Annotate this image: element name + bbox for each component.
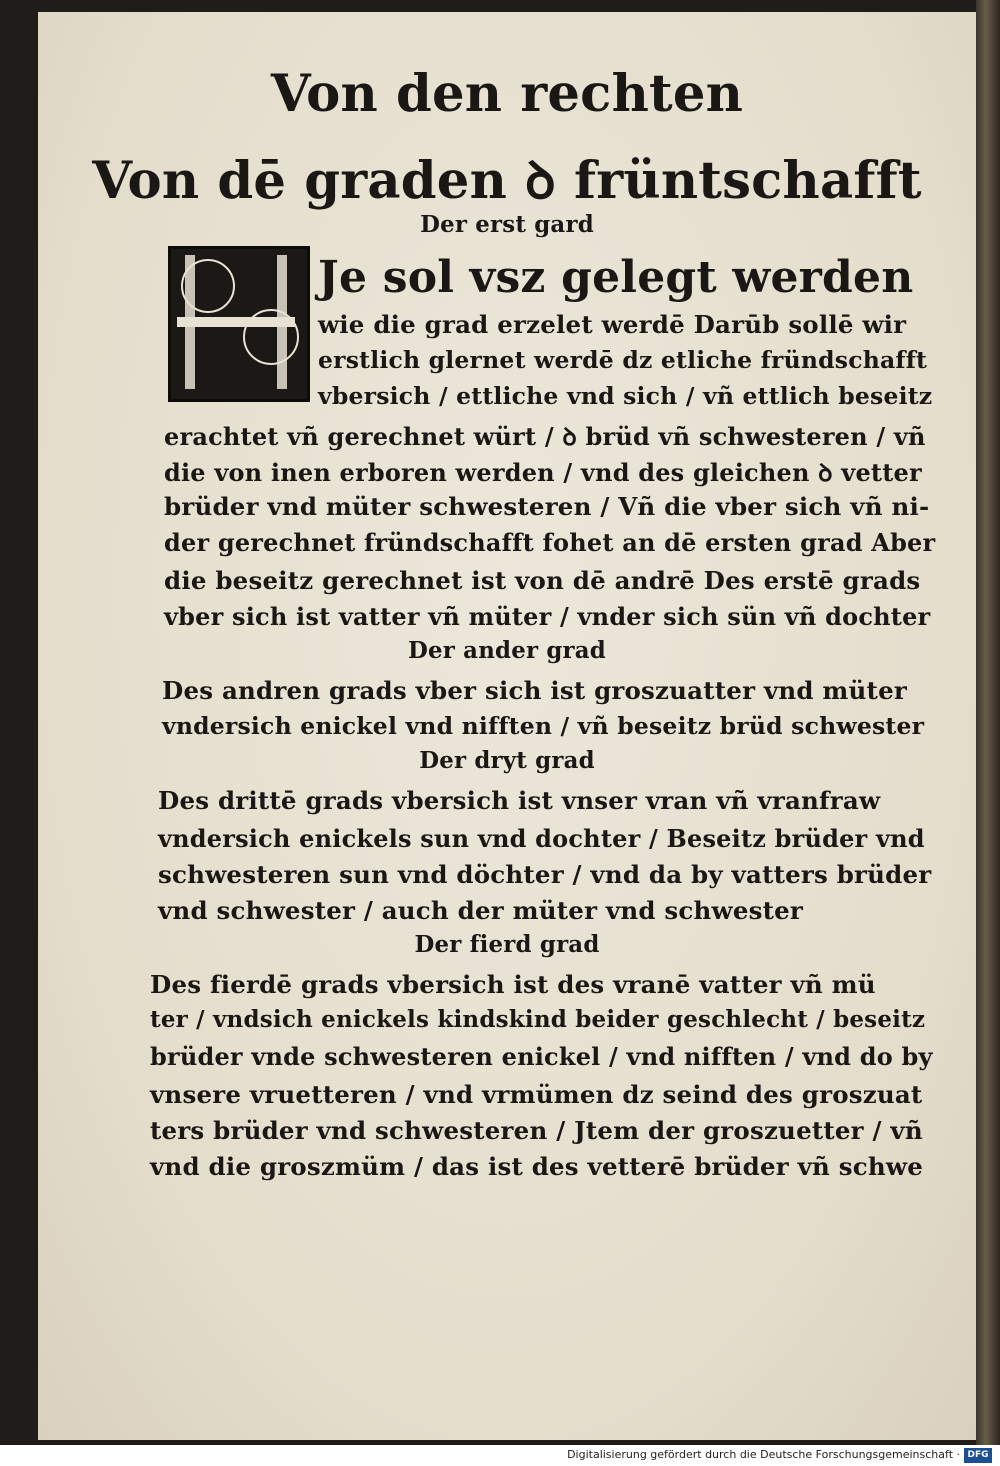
para1-line-8: der gerechnet fründschafft fohet an dē ersten grad Aber bbox=[164, 528, 936, 557]
para3-line-4: vnd schwester / auch der müter vnd schwester bbox=[158, 896, 804, 925]
para1-line-10: vber sich ist vatter vñ müter / vnder sich sün vñ dochter bbox=[164, 602, 931, 631]
para1-line-6: die von inen erboren werden / vnd des gleichen ꝺ vetter bbox=[164, 458, 922, 487]
para4-line-3: brüder vnde schwesteren enickel / vnd nifften / vnd do by bbox=[150, 1042, 933, 1071]
para4-line-6: vnd die groszmüm / das ist des vetterē brüder vñ schwe bbox=[150, 1152, 923, 1181]
para3-line-2: vndersich enickels sun vnd dochter / Beseitz brüder vnd bbox=[158, 824, 925, 853]
dfg-logo: DFG bbox=[964, 1448, 992, 1463]
flower-ornament-icon bbox=[243, 309, 299, 365]
funding-notice: Digitalisierung gefördert durch die Deutsche Forschungsgemeinschaft · bbox=[567, 1448, 960, 1461]
para4-line-1: Des fierdē grads vbersich ist des vranē vatter vñ mü bbox=[150, 970, 876, 999]
para4-line-4: vnsere vruetteren / vnd vrmümen dz seind des groszuat bbox=[150, 1080, 923, 1109]
para3-line-1: Des drittē grads vbersich ist vnser vran vñ vranfraw bbox=[158, 786, 881, 815]
title-line-1: Von den rechten bbox=[270, 64, 744, 124]
section-heading-3: Der dryt grad bbox=[419, 748, 595, 774]
decorated-initial-h bbox=[168, 246, 310, 402]
section-heading-1: Der erst gard bbox=[420, 212, 594, 238]
para2-line-1: Des andren grads vber sich ist groszuatter vnd müter bbox=[162, 676, 907, 705]
para3-line-3: schwesteren sun vnd döchter / vnd da by vatters brüder bbox=[158, 860, 932, 889]
footer-bar bbox=[0, 1447, 1000, 1466]
flower-ornament-icon bbox=[181, 259, 235, 313]
section-heading-2: Der ander grad bbox=[408, 638, 606, 664]
para1-line-1: Je sol vsz gelegt werden bbox=[318, 252, 914, 303]
title-line-2: Von dē graden ꝺ früntschafft bbox=[92, 151, 922, 211]
para1-line-9: die beseitz gerechnet ist von dē andrē Des erstē grads bbox=[164, 566, 921, 595]
section-heading-4: Der fierd grad bbox=[414, 932, 600, 958]
para1-line-5: erachtet vñ gerechnet würt / ꝺ brüd vñ schwesteren / vñ bbox=[164, 422, 926, 451]
para1-line-7: brüder vnd müter schwesteren / Vñ die vber sich vñ ni- bbox=[164, 492, 930, 521]
para2-line-2: vndersich enickel vnd nifften / vñ beseitz brüd schwester bbox=[162, 712, 925, 740]
para1-line-4: vbersich / ettliche vnd sich / vñ ettlich beseitz bbox=[318, 382, 933, 410]
para1-line-3: erstlich glernet werdē dz etliche fründschafft bbox=[318, 346, 928, 374]
para1-line-2: wie die grad erzelet werdē Darūb sollē wir bbox=[318, 310, 907, 339]
para4-line-5: ters brüder vnd schwesteren / Jtem der groszuetter / vñ bbox=[150, 1116, 923, 1145]
para4-line-2: ter / vndsich enickels kindskind beider geschlecht / beseitz bbox=[150, 1006, 926, 1033]
book-edge bbox=[976, 0, 1000, 1445]
book-page bbox=[38, 12, 976, 1440]
